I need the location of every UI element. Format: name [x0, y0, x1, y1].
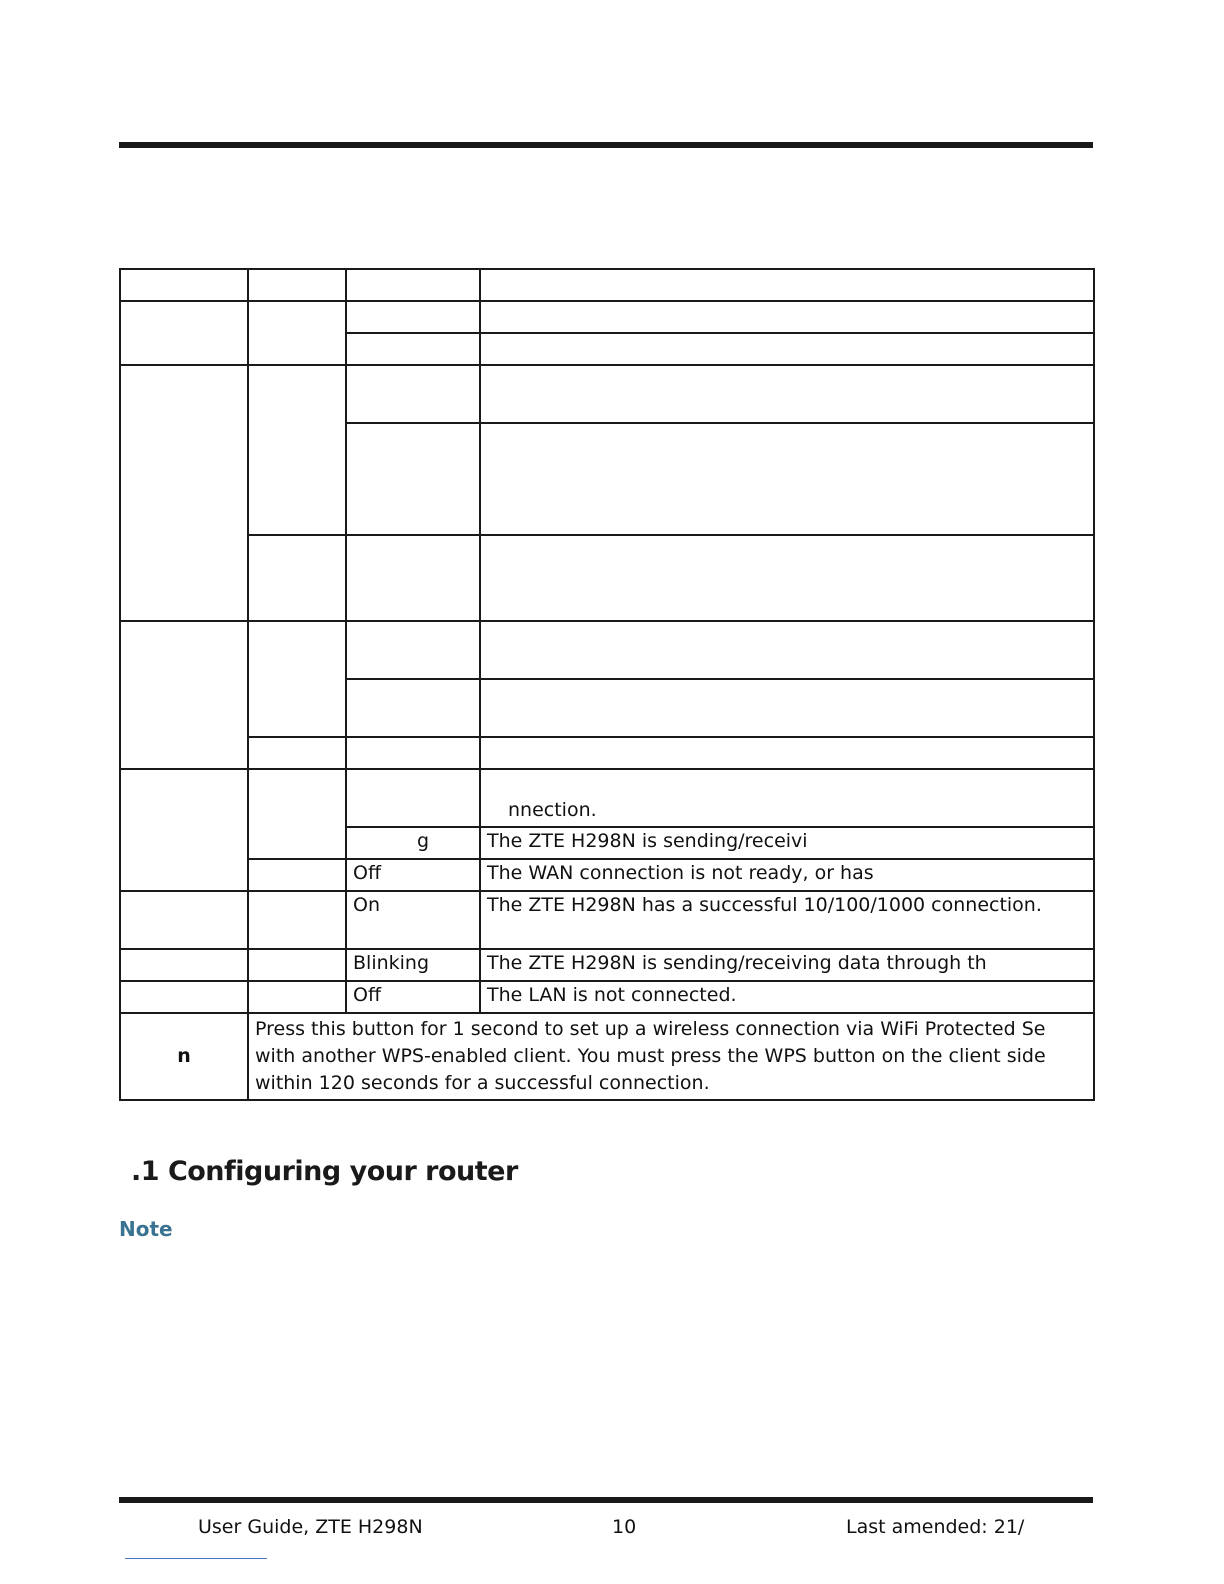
- table-row: [120, 949, 1094, 981]
- wan-on-description: nnection.: [480, 769, 1094, 827]
- lan-on-description: The ZTE H298N has a successful 10/100/1000 connection.: [480, 891, 1094, 949]
- footer-last-amended: Last amended: 21/: [846, 1516, 1025, 1538]
- wan-blinking-state: g: [346, 827, 480, 859]
- wps-label: n: [120, 1013, 248, 1100]
- table-row: [120, 981, 1094, 1013]
- table-row: [120, 859, 1094, 891]
- table-row: [120, 891, 1094, 949]
- footer-document-title: User Guide, ZTE H298N: [198, 1516, 423, 1538]
- wan-blinking-description: The ZTE H298N is sending/receivi: [480, 827, 1094, 859]
- lan-off-description: The LAN is not connected.: [480, 981, 1094, 1013]
- table-row: [120, 621, 1094, 679]
- led-status-table: [119, 268, 1095, 1101]
- footer-page-number: 10: [612, 1516, 637, 1538]
- section-title: .1 Configuring your router: [131, 1156, 518, 1187]
- footer-rule: [119, 1497, 1093, 1503]
- lan-blinking-state: Blinking: [346, 949, 480, 981]
- table-header-row: [120, 269, 1094, 301]
- table-row: [120, 301, 1094, 333]
- wan-off-state: Off: [346, 859, 480, 891]
- lan-off-state: Off: [346, 981, 480, 1013]
- wps-description: Press this button for 1 second to set up a wireless connection via WiFi Protected Se with another WPS-enabled client. You must press the WPS button on the client side within 120 seconds for a successful connection.: [248, 1013, 1094, 1100]
- table-row: [120, 769, 1094, 827]
- wan-off-description: The WAN connection is not ready, or has: [480, 859, 1094, 891]
- table-row: [120, 1013, 1094, 1100]
- lan-on-state: On: [346, 891, 480, 949]
- table-row: [120, 737, 1094, 769]
- lan-blinking-description: The ZTE H298N is sending/receiving data through th: [480, 949, 1094, 981]
- footer-link-underline[interactable]: [125, 1558, 267, 1559]
- table-row: [120, 365, 1094, 423]
- table-row: [120, 535, 1094, 621]
- header-rule: [119, 142, 1093, 148]
- note-label: Note: [119, 1217, 173, 1241]
